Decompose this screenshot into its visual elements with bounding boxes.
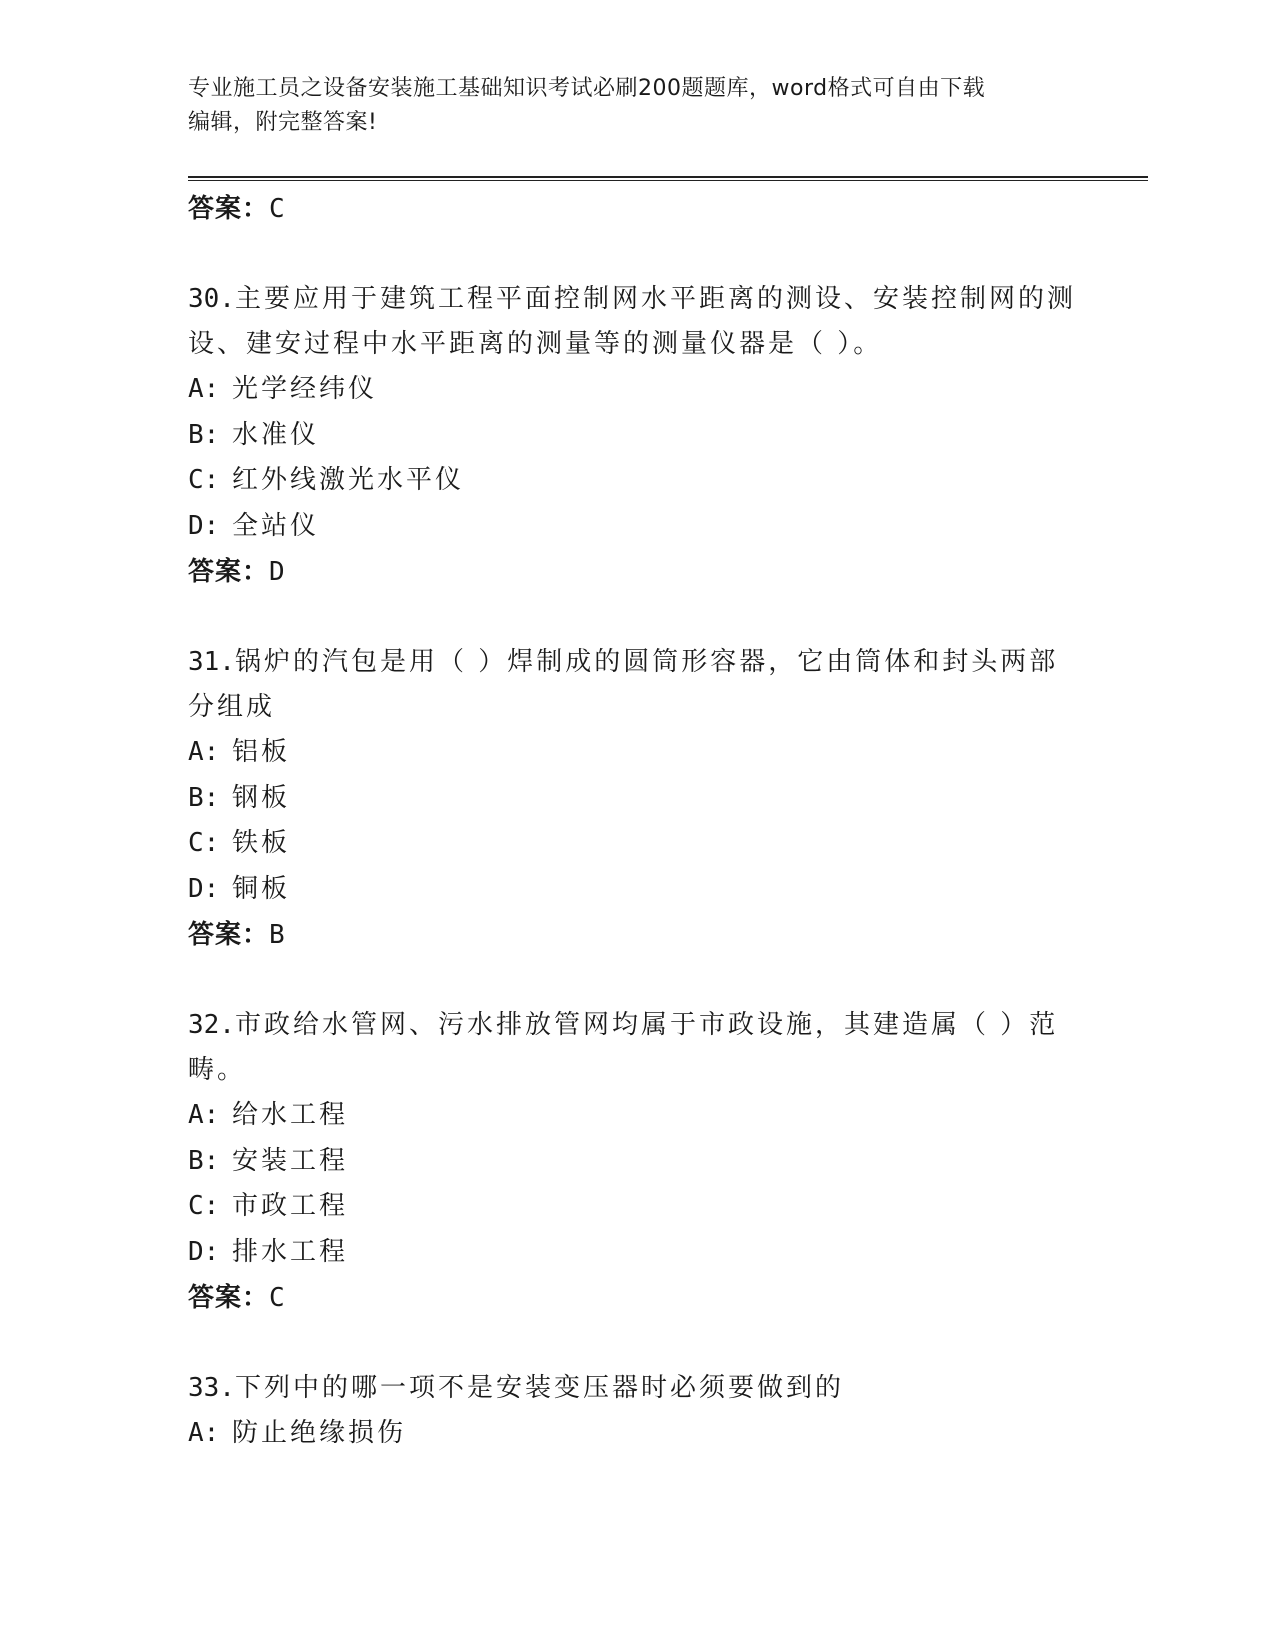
option-a <box>188 1411 1148 1457</box>
option-d <box>188 504 1148 550</box>
option-b <box>188 1139 1148 1185</box>
answer-line <box>188 549 1148 595</box>
option-text: 铝板 <box>232 737 291 767</box>
option-d <box>188 867 1148 913</box>
question-block <box>188 640 1148 958</box>
option-a <box>188 1093 1148 1139</box>
question-stem-line-2: 畴。 <box>188 1055 247 1085</box>
option-text: 铜板 <box>232 873 291 904</box>
option-key: C: <box>188 465 220 495</box>
question-block <box>188 1366 1148 1457</box>
question-stem-line-1: 锅炉的汽包是用（ ）焊制成的圆筒形容器，它由筒体和封头两部 <box>234 647 1059 677</box>
header-line-2: 编辑，附完整答案! <box>188 110 378 135</box>
option-text: 水准仪 <box>232 419 320 450</box>
answer-line <box>188 912 1148 958</box>
option-text: 铁板 <box>232 828 291 858</box>
answer-line <box>188 186 1148 232</box>
answer-value: C <box>269 1283 286 1313</box>
option-text: 市政工程 <box>232 1191 349 1221</box>
option-key: B: <box>188 419 220 450</box>
option-b <box>188 776 1148 822</box>
question-stem-line-1: 主要应用于建筑工程平面控制网水平距离的测设、安装控制网的测 <box>234 284 1076 314</box>
option-key: B: <box>188 1145 220 1176</box>
header-line-1: 专业施工员之设备安装施工基础知识考试必刷200题题库，word格式可自由下载 <box>188 76 986 101</box>
option-key: D: <box>188 873 220 904</box>
option-a <box>188 730 1148 776</box>
option-b <box>188 413 1148 459</box>
option-key: D: <box>188 510 220 541</box>
option-text: 钢板 <box>232 782 291 813</box>
option-text: 给水工程 <box>232 1100 349 1130</box>
answer-value: C <box>269 194 286 224</box>
option-text: 安装工程 <box>232 1145 349 1176</box>
option-key: A: <box>188 374 220 404</box>
answer-label: 答案： <box>188 194 270 224</box>
question-stem-line-2: 分组成 <box>188 692 276 722</box>
question-number: 31. <box>188 647 235 677</box>
option-c <box>188 458 1148 504</box>
question-block <box>188 1003 1148 1321</box>
option-key: C: <box>188 828 220 858</box>
option-d <box>188 1230 1148 1276</box>
answer-label: 答案： <box>188 557 270 587</box>
option-key: B: <box>188 782 220 813</box>
question-stem-line-1: 下列中的哪一项不是安装变压器时必须要做到的 <box>234 1373 844 1403</box>
question-stem-line-1: 市政给水管网、污水排放管网均属于市政设施，其建造属（ ）范 <box>234 1010 1059 1040</box>
option-key: A: <box>188 737 220 767</box>
header-divider <box>188 176 1148 181</box>
question-list <box>188 186 1148 1457</box>
page-header <box>188 72 1088 140</box>
question-stem <box>188 1366 1148 1411</box>
option-a <box>188 367 1148 413</box>
option-c <box>188 1184 1148 1230</box>
option-key: C: <box>188 1191 220 1221</box>
question-block <box>188 277 1148 595</box>
answer-line <box>188 1275 1148 1321</box>
option-text: 红外线激光水平仪 <box>232 465 465 495</box>
answer-value: B <box>269 920 286 950</box>
document-page <box>188 0 1148 1650</box>
option-key: D: <box>188 1236 220 1267</box>
question-number: 33. <box>188 1373 235 1403</box>
answer-label: 答案： <box>188 920 270 950</box>
answer-label: 答案： <box>188 1283 270 1313</box>
question-stem <box>188 640 1148 685</box>
option-key: A: <box>188 1100 220 1130</box>
option-text: 排水工程 <box>232 1236 349 1267</box>
question-number: 30. <box>188 284 235 314</box>
question-stem-line-2: 设、建安过程中水平距离的测量等的测量仪器是（ ）。 <box>188 329 883 359</box>
option-text: 防止绝缘损伤 <box>232 1418 407 1448</box>
option-text: 光学经纬仪 <box>232 374 378 404</box>
option-key: A: <box>188 1418 220 1448</box>
question-stem <box>188 277 1148 322</box>
question-stem <box>188 1003 1148 1048</box>
answer-value: D <box>269 557 286 587</box>
option-c <box>188 821 1148 867</box>
option-text: 全站仪 <box>232 510 320 541</box>
question-number: 32. <box>188 1010 235 1040</box>
